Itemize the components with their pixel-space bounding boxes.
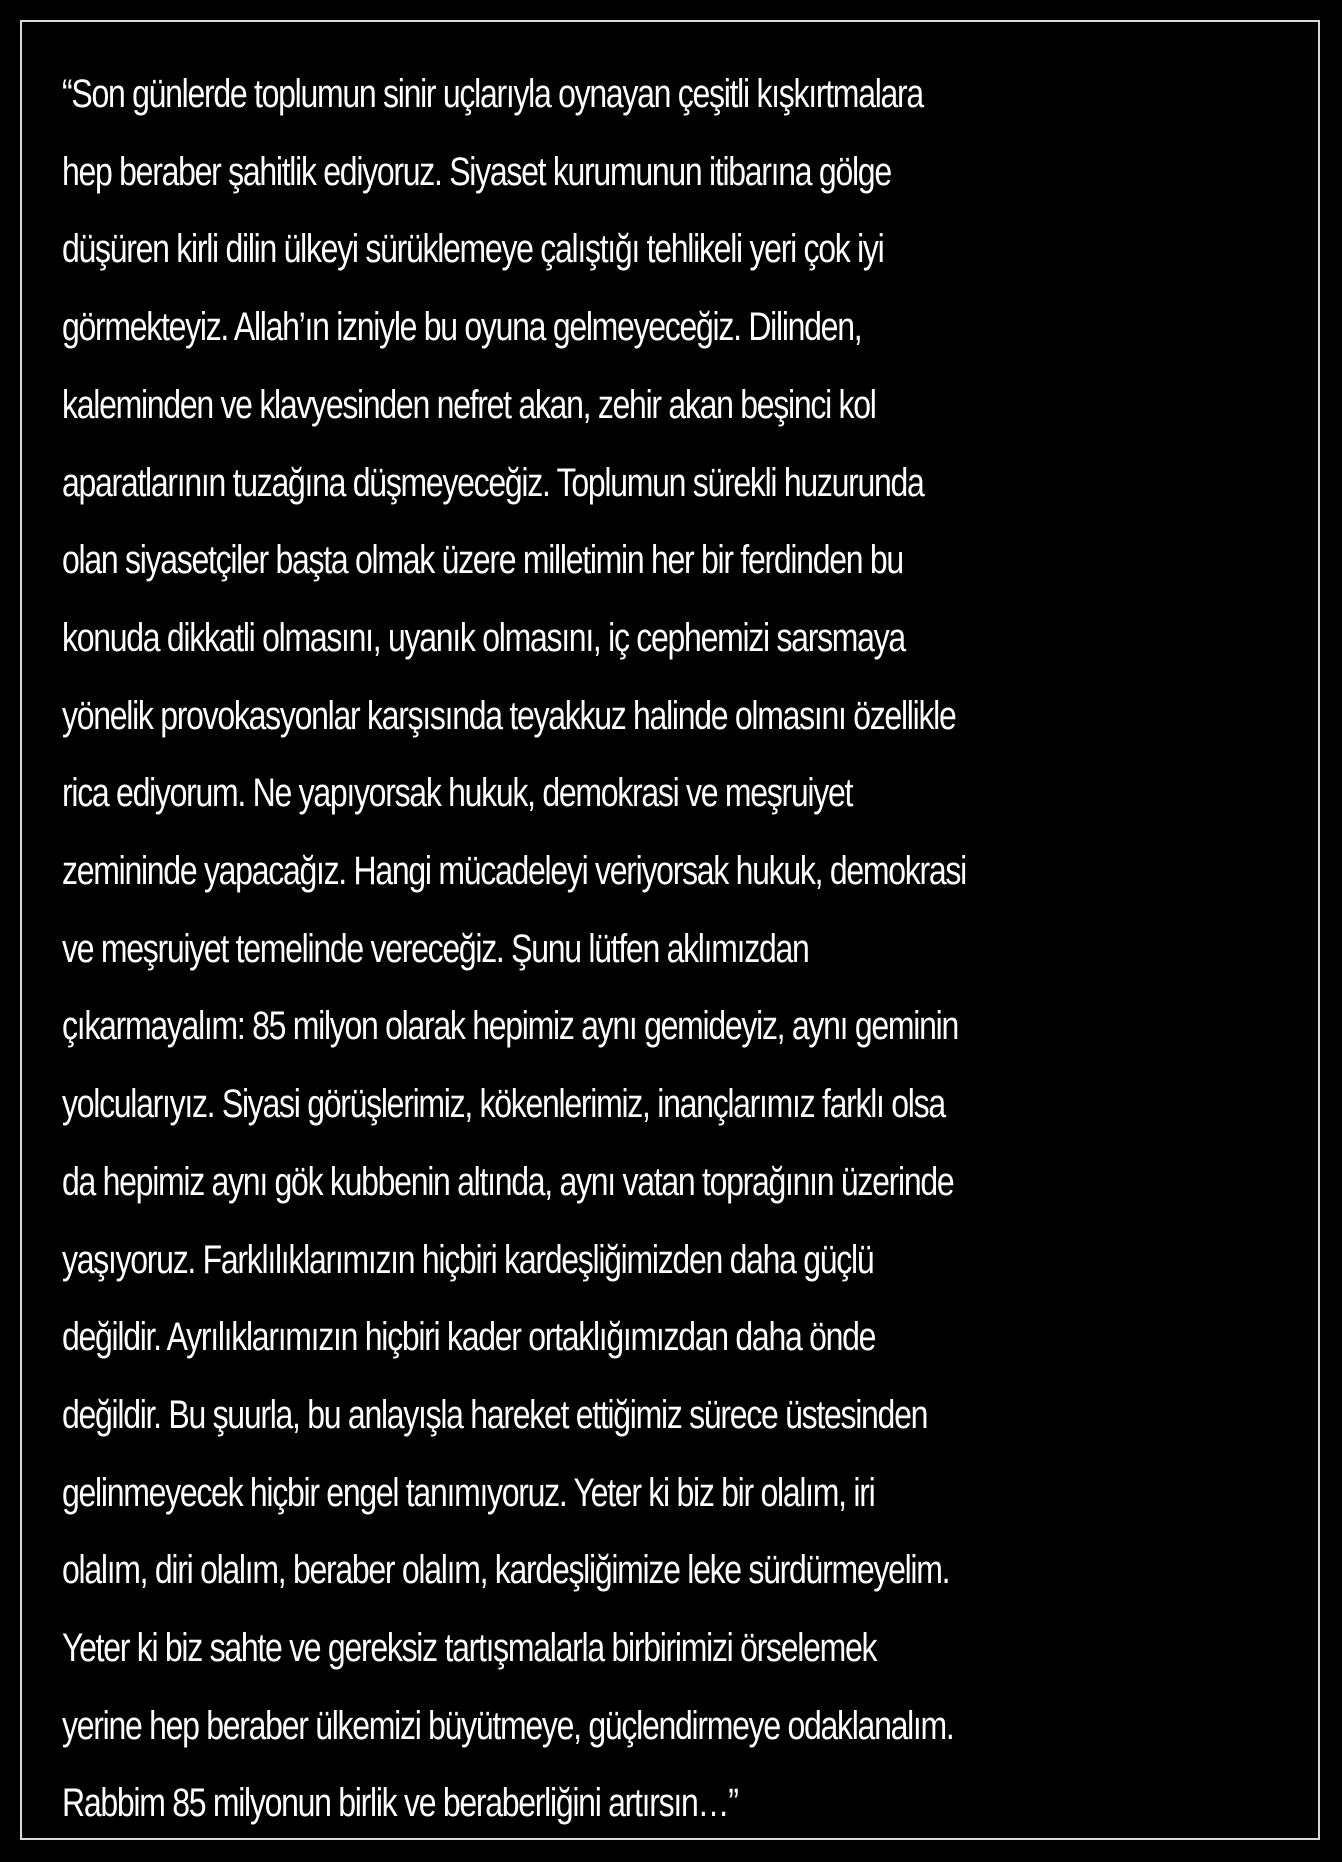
quote-text-block [62,56,1312,1843]
quote-line: yaşıyoruz. Farklılıklarımızın hiçbiri kardeşliğimizden daha güçlü [62,1237,874,1282]
quote-line: kaleminden ve klavyesinden nefret akan, zehir akan beşinci kol [62,382,876,427]
quote-line: hep beraber şahitlik ediyoruz. Siyaset kurumunun itibarına gölge [62,149,891,194]
quote-line: olan siyasetçiler başta olmak üzere milletimin her bir ferdinden bu [62,538,903,583]
quote-line: da hepimiz aynı gök kubbenin altında, aynı vatan toprağının üzerinde [62,1159,954,1204]
quote-line: Yeter ki biz sahte ve gereksiz tartışmalarla birbirimizi örselemek [62,1626,877,1671]
quote-line: değildir. Bu şuurla, bu anlayışla hareket ettiğimiz sürece üstesinden [62,1392,928,1437]
quote-line: rica ediyorum. Ne yapıyorsak hukuk, demokrasi ve meşruiyet [62,771,853,816]
quote-line: değildir. Ayrılıklarımızın hiçbiri kader ortaklığımızdan daha önde [62,1315,876,1360]
quote-line: çıkarmayalım: 85 milyon olarak hepimiz aynı gemideyiz, aynı geminin [62,1004,958,1049]
quote-line: Rabbim 85 milyonun birlik ve beraberliğini artırsın…” [62,1781,738,1826]
quote-line: “Son günlerde toplumun sinir uçlarıyla oynayan çeşitli kışkırtmalara [62,72,923,116]
quote-line: düşüren kirli dilin ülkeyi sürüklemeye çalıştığı tehlikeli yeri çok iyi [62,227,884,272]
quote-line: görmekteyiz. Allah’ın izniyle bu oyuna gelmeyeceğiz. Dilinden, [62,305,862,350]
quote-line: ve meşruiyet temelinde vereceğiz. Şunu lütfen aklımızdan [62,926,809,971]
quote-line: gelinmeyecek hiçbir engel tanımıyoruz. Yeter ki biz bir olalım, iri [62,1470,875,1515]
quote-line: yerine hep beraber ülkemizi büyütmeye, güçlendirmeye odaklanalım. [62,1703,954,1748]
quote-line: olalım, diri olalım, beraber olalım, kardeşliğimize leke sürdürmeyelim. [62,1548,950,1593]
quote-line: yolcularıyız. Siyasi görüşlerimiz, kökenlerimiz, inançlarımız farklı olsa [62,1082,945,1127]
quote-line: aparatlarının tuzağına düşmeyeceğiz. Toplumun sürekli huzurunda [62,460,924,505]
quote-line: zemininde yapacağız. Hangi mücadeleyi veriyorsak hukuk, demokrasi [62,849,966,894]
quote-frame [20,20,1320,1840]
quote-line: konuda dikkatli olmasını, uyanık olmasını, iç cephemizi sarsmaya [62,615,905,660]
quote-line: yönelik provokasyonlar karşısında teyakkuz halinde olmasını özellikle [62,693,956,738]
